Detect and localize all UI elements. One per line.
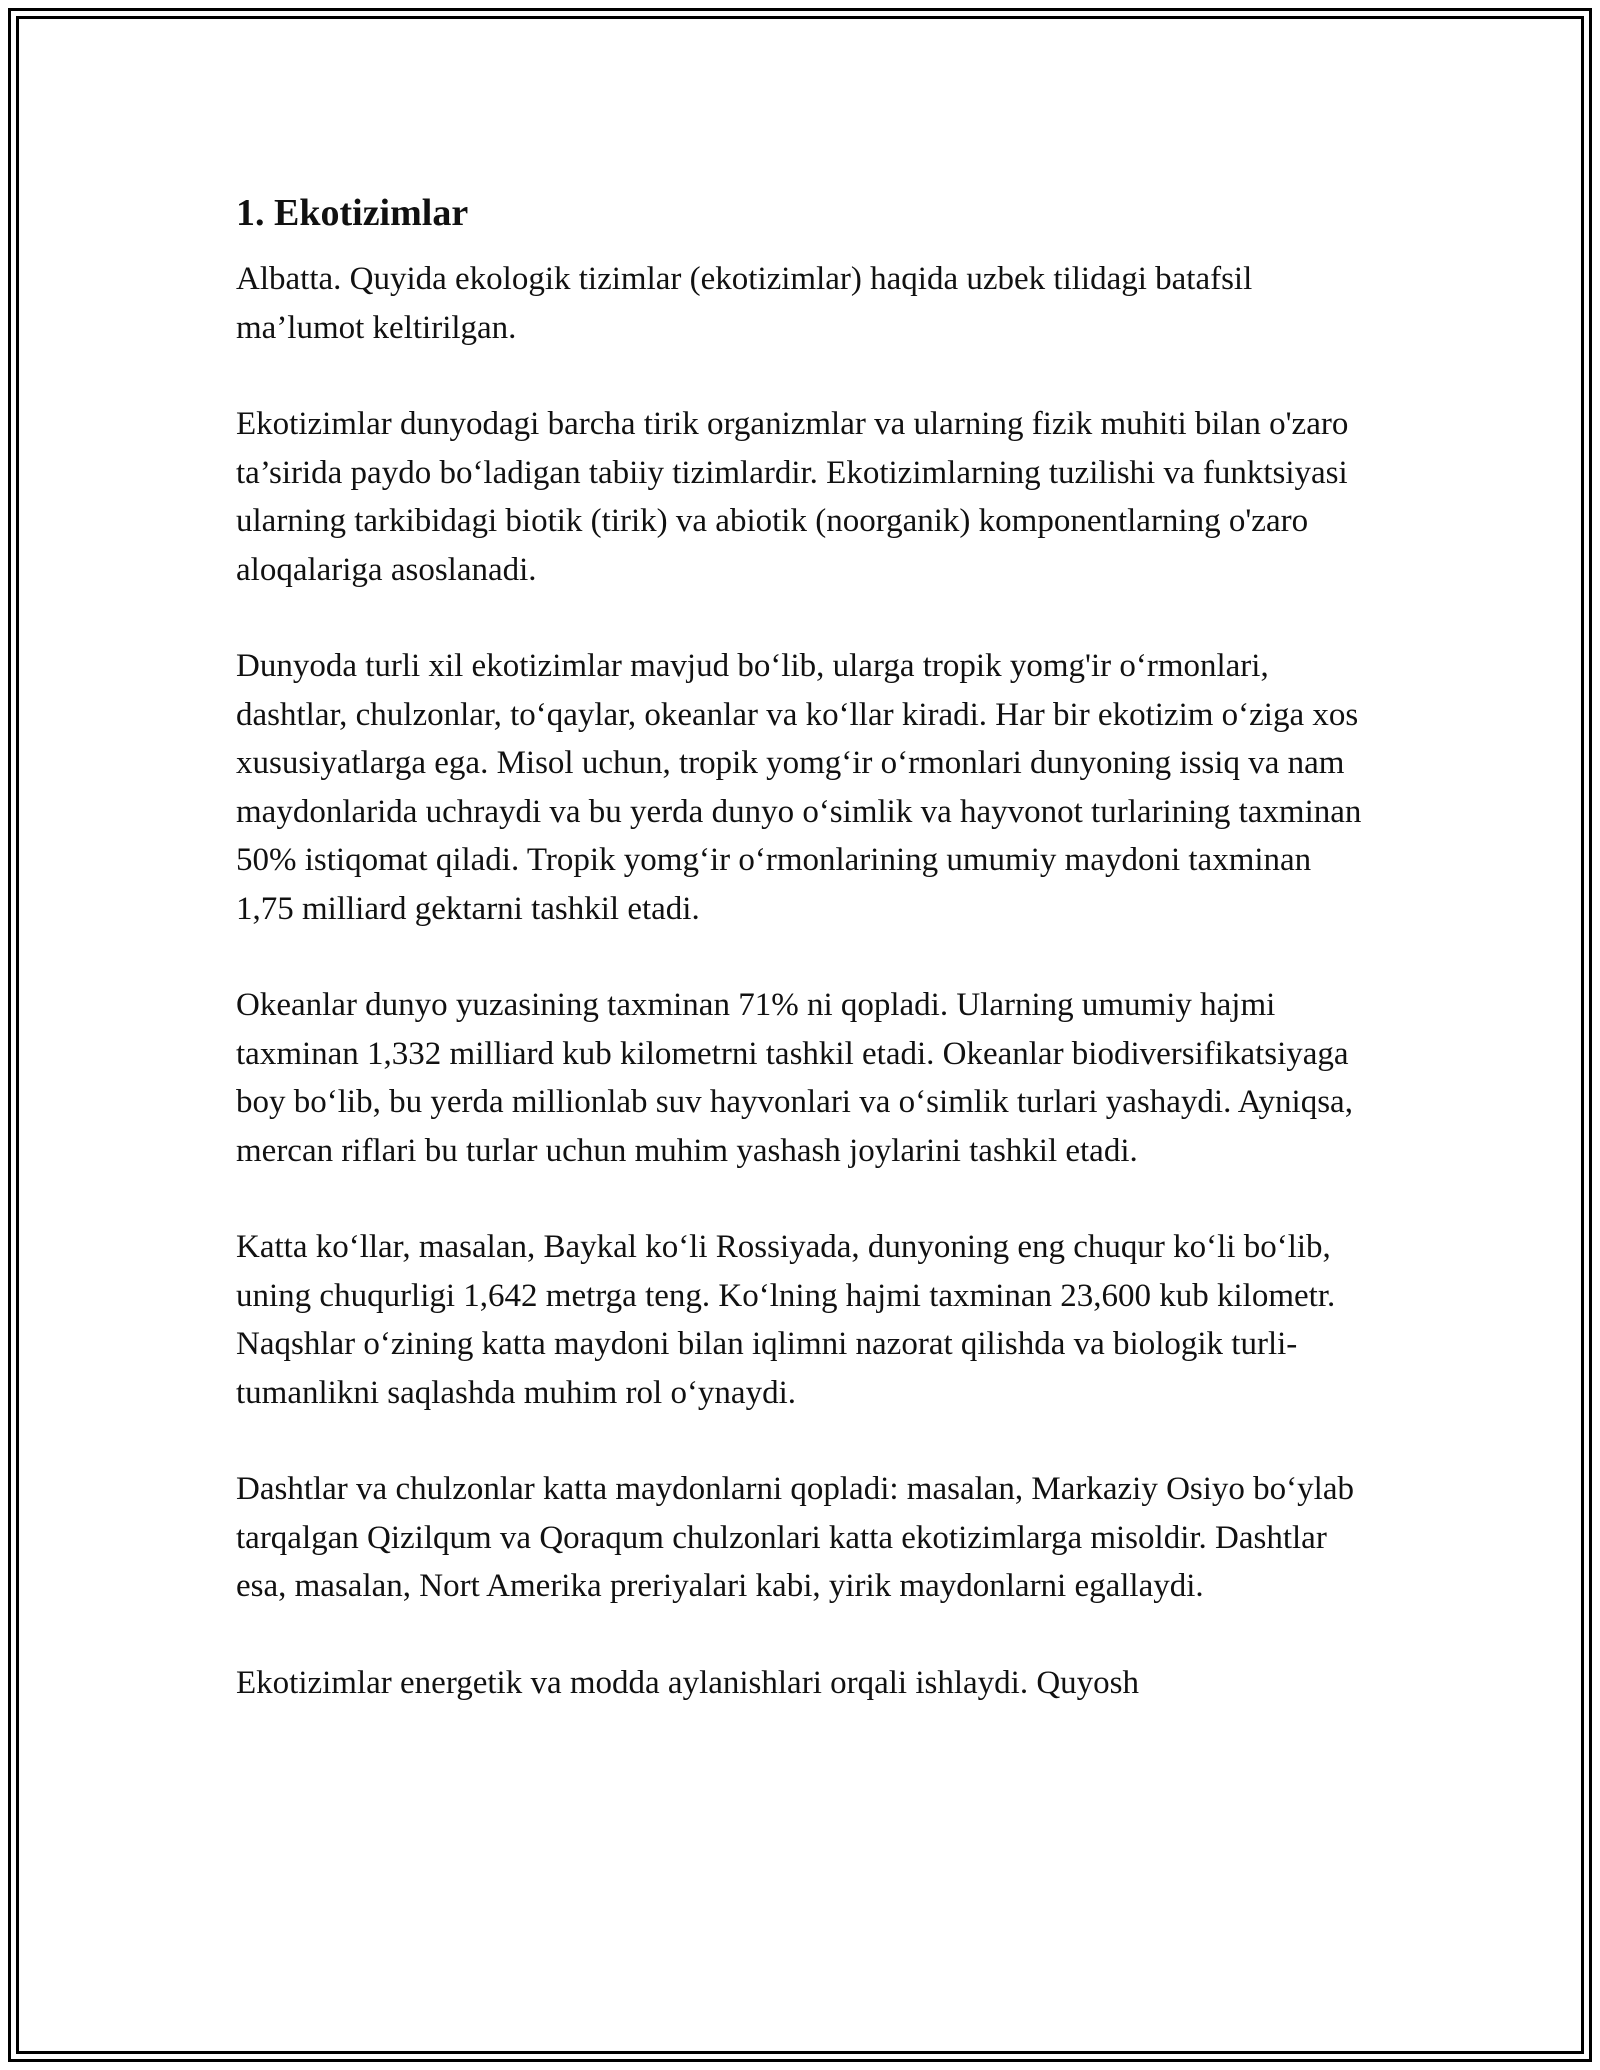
document-body [236, 185, 1376, 1755]
paragraph-energy-cycles: Ekotizimlar energetik va modda aylanishlari orqali ishlaydi. Quyosh [236, 1664, 1140, 1701]
paragraph-intro: Albatta. Quyida ekologik tizimlar (ekotizimlar) haqida uzbek tilidagi batafsil ma’lumot keltirilgan. [236, 261, 1253, 346]
paragraph-steppes-deserts: Dashtlar va chulzonlar katta maydonlarni qopladi: masalan, Markaziy Osiyo bo‘ylab tarqalgan Qizilqum va Qoraqum chulzonlari katta ekotizimlarga misoldir. Dashtlar esa, masalan, Nort Amerika preriyalari kabi, yirik maydonlarni egallaydi. [236, 1471, 1354, 1604]
paragraph-ecosystem-types: Dunyoda turli xil ekotizimlar mavjud bo‘lib, ularga tropik yomg'ir o‘rmonlari, dashtlar, chulzonlar, to‘qaylar, okeanlar va ko‘llar kiradi. Har bir ekotizim o‘ziga xos xususiyatlarga ega. Misol uchun, tropik yomg‘ir o‘rmonlari dunyoning issiq va nam maydonlarida uchraydi va bu yerda dunyo o‘simlik va hayvonot turlarining taxminan 50% istiqomat qiladi. Tropik yomg‘ir o‘rmonlarining umumiy maydoni taxminan 1,75 milliard gektarni tashkil etadi. [236, 648, 1362, 927]
paragraph-lakes: Katta ko‘llar, masalan, Baykal ko‘li Rossiyada, dunyoning eng chuqur ko‘li bo‘lib, uning chuqurligi 1,642 metrga teng. Ko‘lning hajmi taxminan 23,600 kub kilometr. Naqshlar o‘zining katta maydoni bilan iqlimni nazorat qilishda va biologik turli-tumanlikni saqlashda muhim rol o‘ynaydi. [236, 1229, 1336, 1411]
paragraph-oceans: Okeanlar dunyo yuzasining taxminan 71% ni qopladi. Ularning umumiy hajmi taxminan 1,332 milliard kub kilometrni tashkil etadi. Okeanlar biodiversifikatsiyaga boy bo‘lib, bu yerda millionlab suv hayvonlari va o‘simlik turlari yashaydi. Ayniqsa, mercan riflari bu turlar uchun muhim yashash joylarini tashkil etadi. [236, 987, 1353, 1169]
paragraph-definition: Ekotizimlar dunyodagi barcha tirik organizmlar va ularning fizik muhiti bilan o'zaro ta’sirida paydo bo‘ladigan tabiiy tizimlardir. Ekotizimlarning tuzilishi va funktsiyasi ularning tarkibidagi biotik (tirik) va abiotik (noorganik) komponentlarning o'zaro aloqalariga asoslanadi. [236, 406, 1349, 588]
section-heading: 1. Ekotizimlar [236, 192, 469, 234]
